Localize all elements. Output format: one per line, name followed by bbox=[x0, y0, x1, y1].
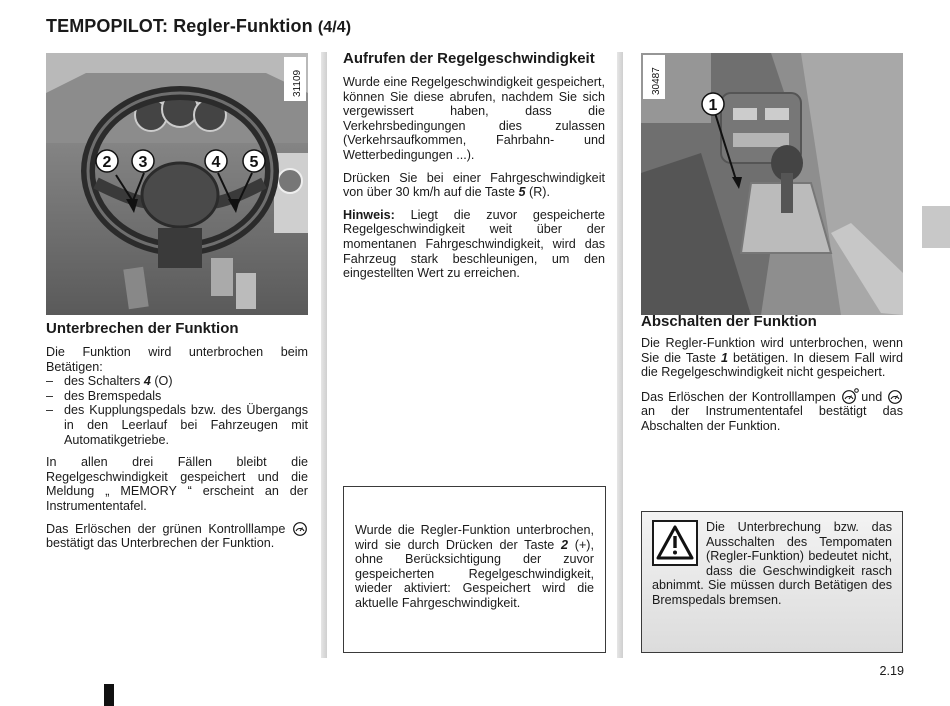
callout-4: 4 bbox=[211, 154, 221, 171]
resume-paragraph-2: Drücken Sie bei einer Fahrgeschwindigkeit von über 30 km/h auf die Taste 5 (R). bbox=[343, 170, 605, 200]
switch-off-paragraph-1: Die Regler-Funktion wird unterbrochen, wenn Sie die Taste 1 betätigen. In diesem Fall wird die Regelgeschwindigkeit nicht gespeichert. bbox=[641, 336, 903, 380]
callout-3: 3 bbox=[138, 154, 148, 171]
callout-5: 5 bbox=[249, 154, 259, 171]
speed-limiter-lamp-icon bbox=[841, 388, 857, 402]
interrupt-paragraph-lamp: Das Erlöschen der grünen Kontrolllampe bestätigt das Unterbrechen der Funktion. bbox=[46, 522, 308, 551]
list-item: – des Kupplungspedals bzw. des Übergangs in den Leerlauf bei Fahrzeugen mit Automatikgetriebe. bbox=[46, 403, 308, 447]
list-item: – des Schalters 4 (O) bbox=[46, 374, 308, 389]
interrupt-paragraph-memory: In allen drei Fällen bleibt die Regelgeschwindigkeit gespeichert und die Meldung „ MEMORY “ erscheint an der Instrumententafel. bbox=[46, 455, 308, 513]
heading-switch-off: Abschalten der Funktion bbox=[641, 313, 817, 330]
chapter-tab bbox=[922, 206, 950, 248]
title-part: (4/4) bbox=[317, 19, 352, 36]
section-switch-off bbox=[641, 313, 903, 434]
gear-shift-photo bbox=[641, 53, 903, 315]
callout-1: 1 bbox=[708, 97, 718, 114]
switch-off-paragraph-2: Das Erlöschen der Kontrolllampen und an der Instrumententafel bestätigt das Abschalten der Funktion. bbox=[641, 389, 903, 433]
steering-wheel-photo bbox=[46, 53, 308, 315]
page-title bbox=[46, 16, 351, 37]
title-main: TEMPOPILOT: Regler-Funktion bbox=[46, 16, 313, 36]
print-mark bbox=[104, 684, 114, 706]
warning-box bbox=[641, 511, 903, 653]
cruise-control-lamp-icon bbox=[887, 390, 903, 404]
warning-text: Die Unterbrechung bzw. das Ausschalten des Tempomaten (Regler-Funktion) bedeutet nicht, dass die Geschwindigkeit rasch abnimmt. Sie müssen durch Betätigen des Bremspedals bremsen. bbox=[652, 520, 892, 607]
interrupt-intro: Die Funktion wird unterbrochen beim Betätigen: bbox=[46, 345, 308, 374]
reactivation-note-box: Wurde die Regler-Funktion unterbrochen, wird sie durch Drücken der Taste 2 (+), ohne Berücksichtigung der zuvor gespeicherten Regelgeschwindigkeit, wieder aktiviert: Gespeichert wird die aktuelle Fahrgeschwindigkeit. bbox=[343, 486, 606, 653]
column-divider-left bbox=[321, 52, 327, 658]
callout-2: 2 bbox=[102, 154, 112, 171]
resume-note: Hinweis: Liegt die zuvor gespeicherte Regelgeschwindigkeit weit über der momentanen Fahrgeschwindigkeit, wird das Fahrzeug stark beschleunigen, um den eingestellten Wert zu erreichen. bbox=[343, 207, 605, 281]
heading-resume: Aufrufen der Regelgeschwindigkeit bbox=[343, 50, 595, 67]
warning-triangle-icon bbox=[652, 520, 698, 566]
photo-code-right: 30487 bbox=[651, 67, 662, 95]
heading-interrupt: Unterbrechen der Funktion bbox=[46, 320, 239, 337]
resume-paragraph-1: Wurde eine Regelgeschwindigkeit gespeichert, können Sie diese abrufen, nachdem Sie sich vergewissert haben, dass die Verkehrsbedingungen dies zulassen (Verkehrsaufkommen, Fahrbahn- und Wetterbedingungen ...). bbox=[343, 75, 605, 162]
list-item: – des Bremspedals bbox=[46, 389, 308, 404]
cruise-control-lamp-icon bbox=[292, 522, 308, 536]
column-divider-right bbox=[617, 52, 623, 658]
interrupt-list bbox=[46, 374, 308, 447]
section-resume bbox=[343, 50, 605, 289]
section-interrupt bbox=[46, 320, 308, 551]
page-number: 2.19 bbox=[879, 664, 904, 678]
photo-code-left: 31109 bbox=[292, 69, 303, 97]
